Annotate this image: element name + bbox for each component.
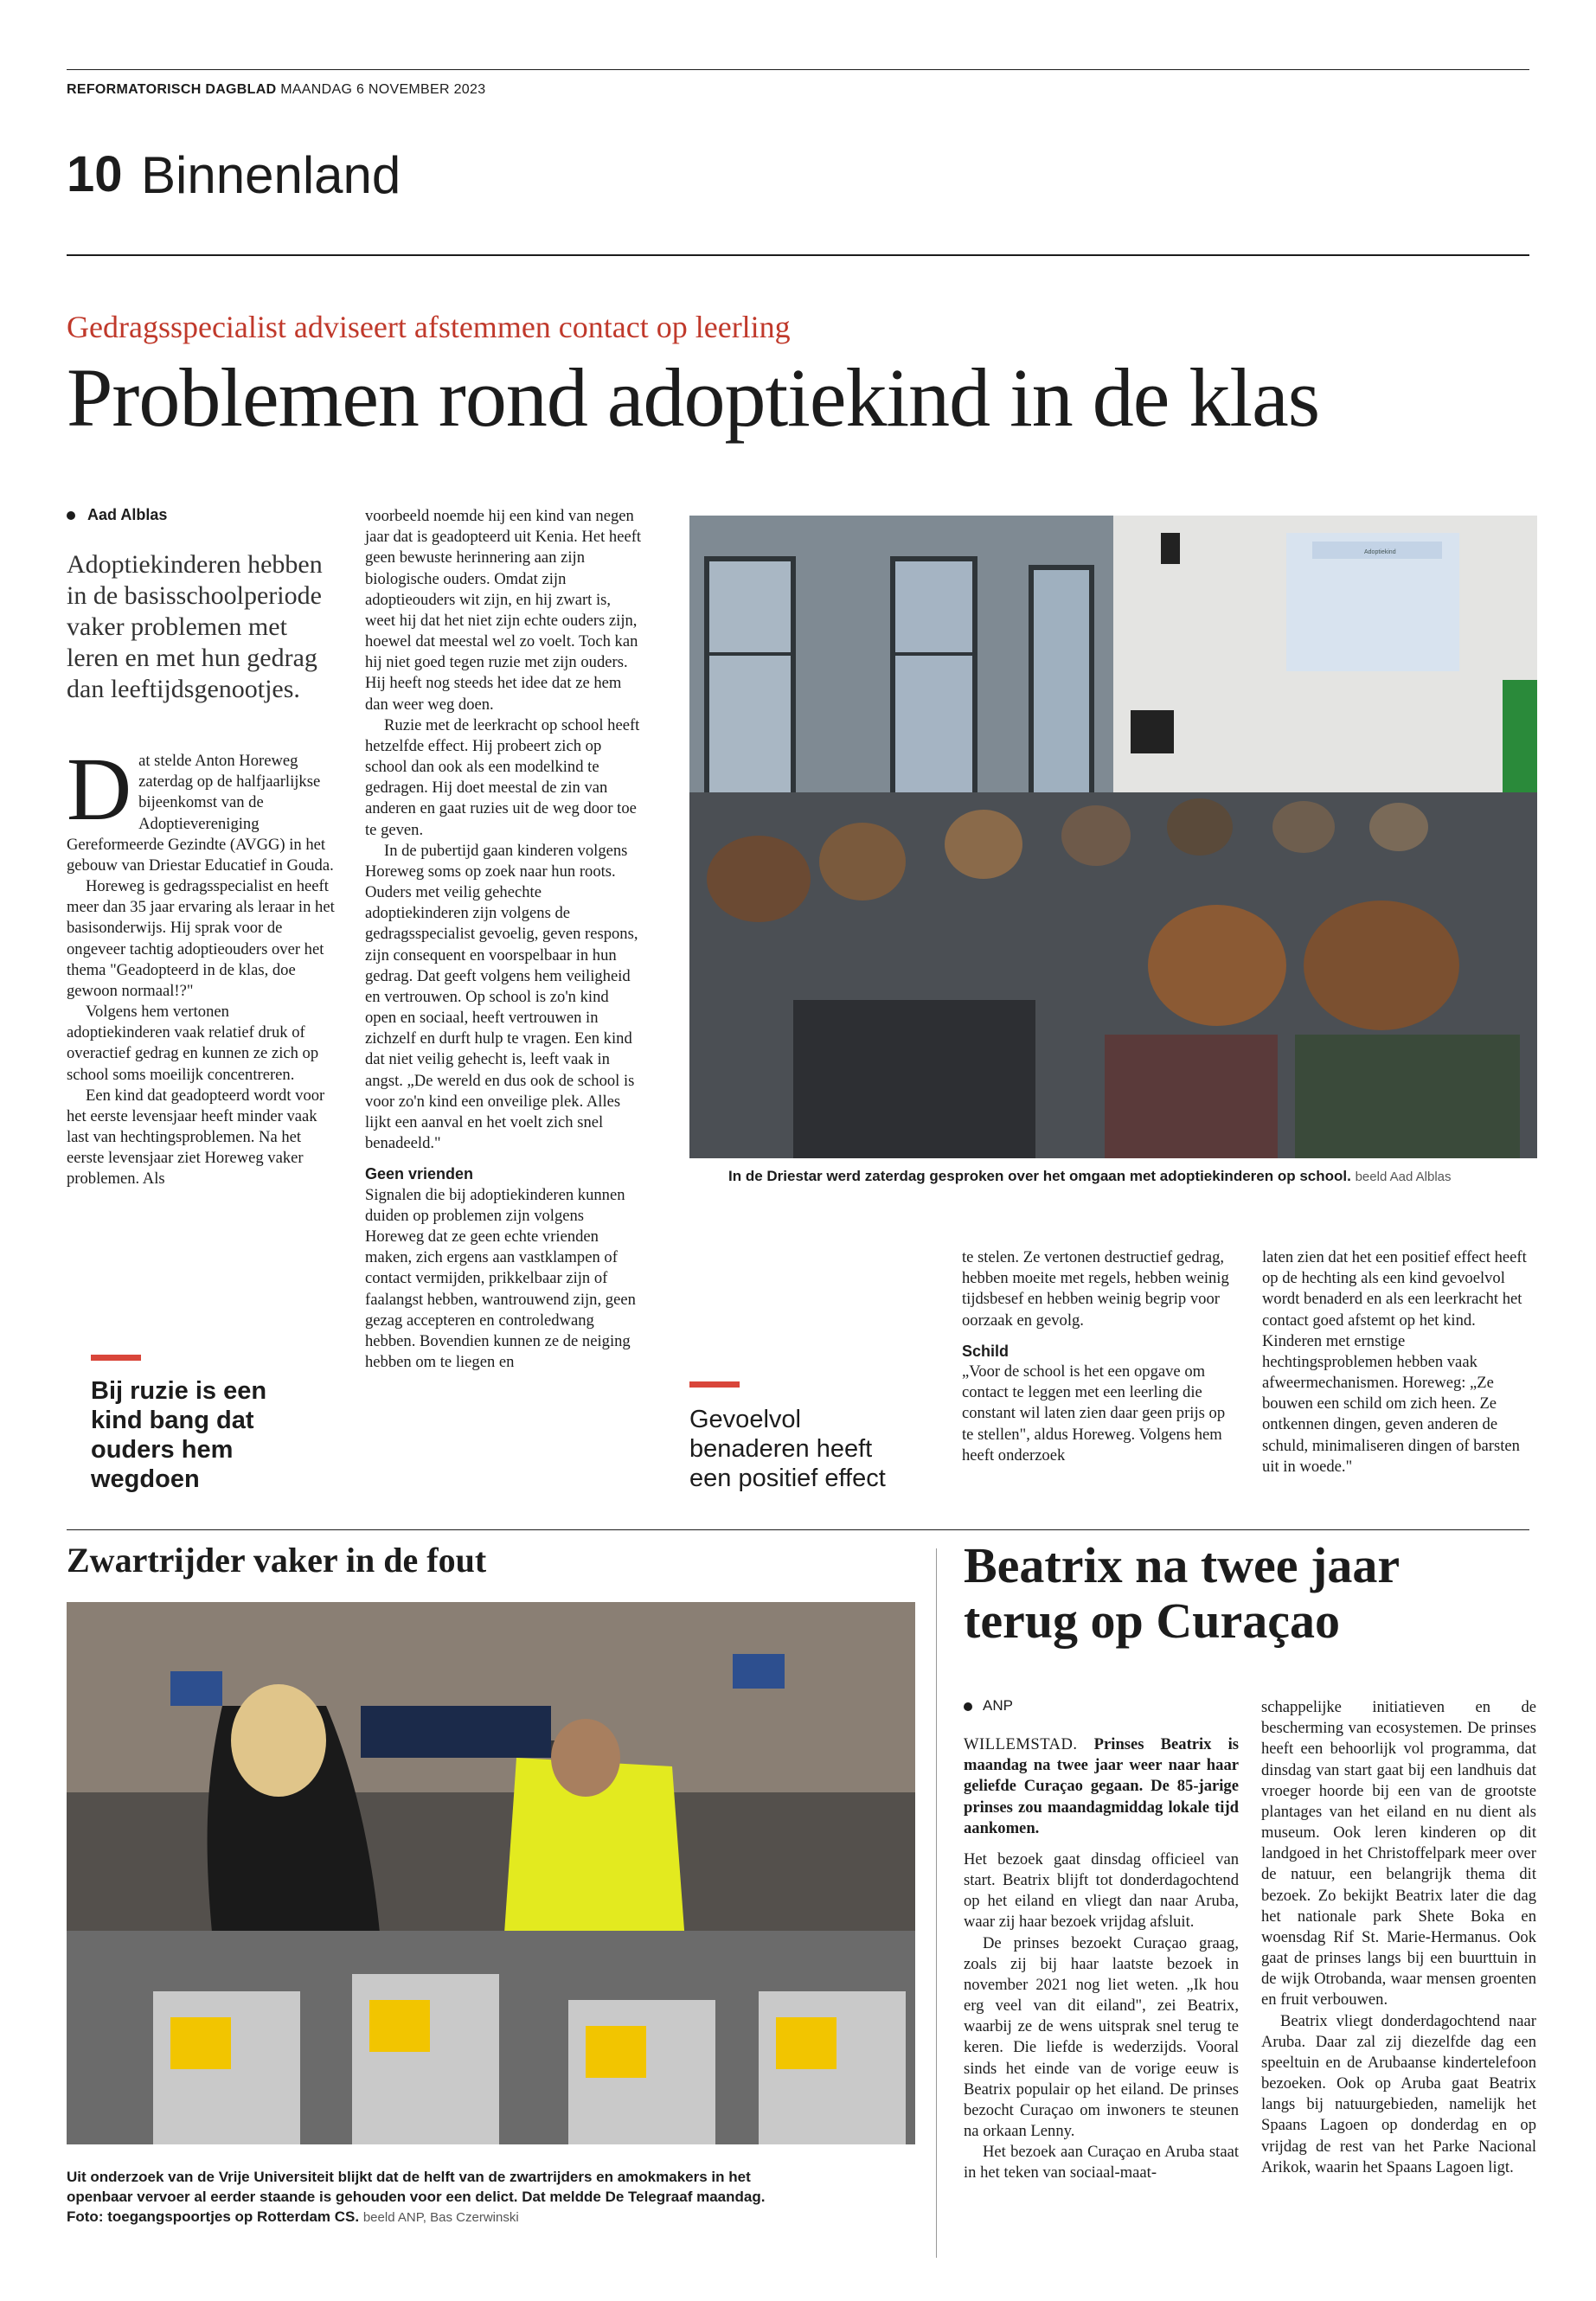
lede: Adoptiekinderen hebben in de basisschoolperiode vaker problemen met leren en met hun gedrag dan leeftijdsgenootjes.: [67, 550, 323, 703]
paragraph: Signalen die bij adoptiekinderen kunnen duiden op problemen zijn volgens Horeweg dat ze geen echte vrienden maken, zich ergens aan vastklampen of contact vermijden, prikkelbaar zijn of faalangst hebben, wantrouwend zijn, geen gezag accepteren en controledwang hebben. Bovendien kunnen ze de neiging hebben om te liegen en: [365, 1185, 636, 1372]
dateline: WILLEMSTAD.: [964, 1735, 1078, 1753]
paragraph: Dat stelde Anton Horeweg zaterdag op de halfjaarlijkse bijeenkomst van de Adoptievereniging Gereformeerde Gezindte (AVGG) in het gebouw van Driestar Educatief in Gouda.: [67, 740, 334, 875]
lecture-photo: [689, 516, 1537, 1158]
section-title: Binnenland: [141, 146, 401, 204]
paragraph: „Voor de school is het een opgave om contact te leggen met een leerling die constant wil laten zien daar geen prijs op te stellen", aldus Horeweg. Volgens hem heeft onderzoek: [962, 1362, 1226, 1465]
kicker: Gedragsspecialist adviseert afstemmen contact op leerling: [67, 310, 791, 344]
byline: [67, 506, 167, 524]
dropcap: D: [67, 740, 132, 839]
caption-text: In de Driestar werd zaterdag gesproken over het omgaan met adoptiekinderen op school.: [728, 1168, 1351, 1184]
pull-quote-2: Gevoelvol benaderen heeft een positief effect: [689, 1406, 886, 1492]
caption-text: Uit onderzoek van de Vrije Universiteit blijkt dat de helft van de zwartrijders en amokmakers in het openbaar vervoer al eerder staande is gehouden voor een delict. Dat meldde De Telegraaf maandag. Foto: toegangspoortjes op Rotterdam CS.: [67, 2169, 766, 2225]
beatrix-column-2: [1261, 1697, 1536, 2178]
column-divider: [936, 1548, 937, 2258]
section-rule: [67, 254, 1529, 256]
paragraph: De prinses bezoekt Curaçao graag, zoals zij bij haar laatste bezoek in november 2021 nog liet weten. „Ik hou erg veel van dit eiland", zei Beatrix, waarbij ze de wens uitsprak snel terug te keren. Die liefde is wederzijds. Vooral sinds het einde van de vorige eeuw is Beatrix populair op het eiland. De prinses bezocht Curaçao om inwoners te steunen na orkaan Lenny.: [964, 1933, 1239, 2141]
turnstile-photo: [67, 1602, 915, 2144]
paragraph: te stelen. Ze vertonen destructief gedrag, hebben moeite met regels, hebben weinig tijdsbesef en hebben weinig begrip voor oorzaak en gevolg.: [962, 1248, 1229, 1330]
beatrix-headline: Beatrix na twee jaar terug op Curaçao: [964, 1537, 1400, 1649]
paragraph: Horeweg is gedragsspecialist en heeft meer dan 35 jaar ervaring als leraar in het basisonderwijs. Hij sprak voor de ongeveer tachtig adoptieouders over het thema "Geadopteerd in de klas, doe gewoon normaal!?": [67, 877, 335, 1000]
subhead-geen-vrienden: Geen vrienden: [365, 1165, 474, 1183]
article-column-2: [365, 506, 642, 1373]
article-column-3: [962, 1247, 1239, 1466]
screen-title: Adoptiekind: [1364, 549, 1396, 555]
zwartrijder-headline: Zwartrijder vaker in de fout: [67, 1541, 487, 1580]
station-gates-illustration: [67, 1602, 915, 2144]
masthead: [67, 82, 485, 98]
paragraph: Ruzie met de leerkracht op school heeft hetzelfde effect. Hij probeert zich op school dan ook als een modelkind te gedragen. Hij doet meestal de zin van anderen en gaat ruzies uit de weg door toe te geven.: [365, 715, 640, 839]
bottom-section-rule: [67, 1529, 1529, 1530]
bullet-icon: [964, 1702, 972, 1711]
byline-name: Aad Alblas: [87, 506, 168, 523]
paper-name: REFORMATORISCH DAGBLAD: [67, 82, 277, 97]
intro: WILLEMSTAD. Prinses Beatrix is maandag na twee jaar weer naar haar geliefde Curaçao gegaan. De 85-jarige prinses zou maandagmiddag lokale tijd aankomen.: [964, 1735, 1239, 1837]
byline-name: ANP: [983, 1697, 1013, 1714]
pull-quote-bar: [91, 1355, 141, 1361]
beatrix-column-1: [964, 1734, 1239, 2184]
paragraph: Een kind dat geadopteerd wordt voor het eerste levensjaar heeft minder vaak last van hechtingsproblemen. Na het eerste levensjaar ziet Horeweg vaker problemen. Als: [67, 1086, 325, 1189]
page-number: 10: [67, 146, 123, 202]
paragraph: Beatrix vliegt donderdagochtend naar Aruba. Daar zal zij diezelfde dag een speeltuin en de Arubaanse kindertelefoon bezoeken. Ook op Aruba gaat Beatrix langs bij natuurgebieden, namelijk het Spaans Lagoen op donderdag en op vrijdag de rest van het Parke Nacional Arikok, waarin het Spaans Lagoen ligt.: [1261, 2011, 1536, 2176]
pull-quote-1: Bij ruzie is een kind bang dat ouders hem wegdoen: [91, 1377, 267, 1493]
paragraph: Het bezoek aan Curaçao en Aruba staat in het teken van sociaal-maat-: [964, 2143, 1239, 2182]
bullet-icon: [67, 511, 75, 520]
paragraph: Volgens hem vertonen adoptiekinderen vaak relatief druk of overactief gedrag en kunnen ze zich op school soms moeilijk concentreren.: [67, 1003, 319, 1084]
photo-credit: beeld ANP, Bas Czerwinski: [362, 2209, 519, 2225]
paragraph: voorbeeld noemde hij een kind van negen jaar dat is geadopteerd uit Kenia. Het heeft geen bewuste herinnering aan zijn biologische ouders. Omdat zijn adoptieouders wit zijn, en hij zwart is, weet hij dat het niet zijn echte ouders zijn, hoewel dat meestal wel zo voelt. Toch kan hij niet goed tegen ruzie met zijn ouders. Hij heeft nog steeds het idee dat ze hem dan weer weg doen.: [365, 507, 642, 714]
subhead-schild: Schild: [962, 1342, 1010, 1360]
zwartrijder-caption: [67, 2168, 802, 2227]
photo-credit: beeld Aad Alblas: [1355, 1170, 1452, 1184]
lecture-hall-illustration: [689, 516, 1537, 1158]
photo-caption: [728, 1167, 1542, 1187]
top-rule: [67, 69, 1529, 70]
paragraph: In de pubertijd gaan kinderen volgens Horeweg soms op zoek naar hun roots. Ouders met veilig gehechte adoptiekinderen zijn volgens de gedragsspecialist gevoelig, geven respons, zijn consequent en voorspelbaar in hun gedrag. Dat geeft volgens hem veiligheid en vertrouwen. Op school is zo'n kind open en sociaal, heeft vertrouwen in zichzelf en durft hulp te vragen. Een kind dat niet veilig gehecht is, leeft vaak in angst. „De wereld en dus ook de school is voor zo'n kind een onveilige plek. Alles lijkt een aanval en het voelt zich snel benadeeld.": [365, 841, 638, 1153]
article-column-1: [67, 740, 335, 1190]
paragraph: schappelijke initiatieven en de bescherming van ecosystemen. De prinses heeft een behoorlijk vol programma, dat dinsdag van start gaat bij een landhuis dat vroeger hoorde bij een van de grootste plantages van het eiland en nu dient als museum. Ook leren kinderen op dit landgoed in het Christoffelpark meer over de natuur, een belangrijk thema dit bezoek. Zo bekijkt Beatrix later die dag het nationale park Shete Boka en woensdag Rif St. Marie-Hermanus. Ook gaat de prinses langs bij een buurttuin in de wijk Otrobanda, waar mensen groenten en fruit verbouwen.: [1261, 1698, 1536, 2009]
headline: Problemen rond adoptiekind in de klas: [67, 351, 1320, 444]
article-column-4: [1262, 1247, 1537, 1477]
beatrix-byline: [964, 1697, 1013, 1715]
paragraph: Het bezoek gaat dinsdag officieel van start. Beatrix blijft tot donderdagochtend op het eiland en vliegt dan naar Aruba, waar zij haar bezoek vrijdag afsluit.: [964, 1849, 1239, 1932]
issue-date: MAANDAG 6 NOVEMBER 2023: [280, 82, 486, 97]
pull-quote-bar: [689, 1381, 740, 1388]
paragraph: laten zien dat het een positief effect heeft op de hechting als een kind gevoelvol wordt benaderd en als een leerkracht het contact goed afstemt op het kind. Kinderen met ernstige hechtingsproblemen hebben vaak afweermechanismen. Horeweg: „Ze bouwen een schild om zich heen. Ze ontkennen dingen, geven anderen de schuld, minimaliseren dingen of barsten uit in woede.": [1262, 1248, 1527, 1476]
